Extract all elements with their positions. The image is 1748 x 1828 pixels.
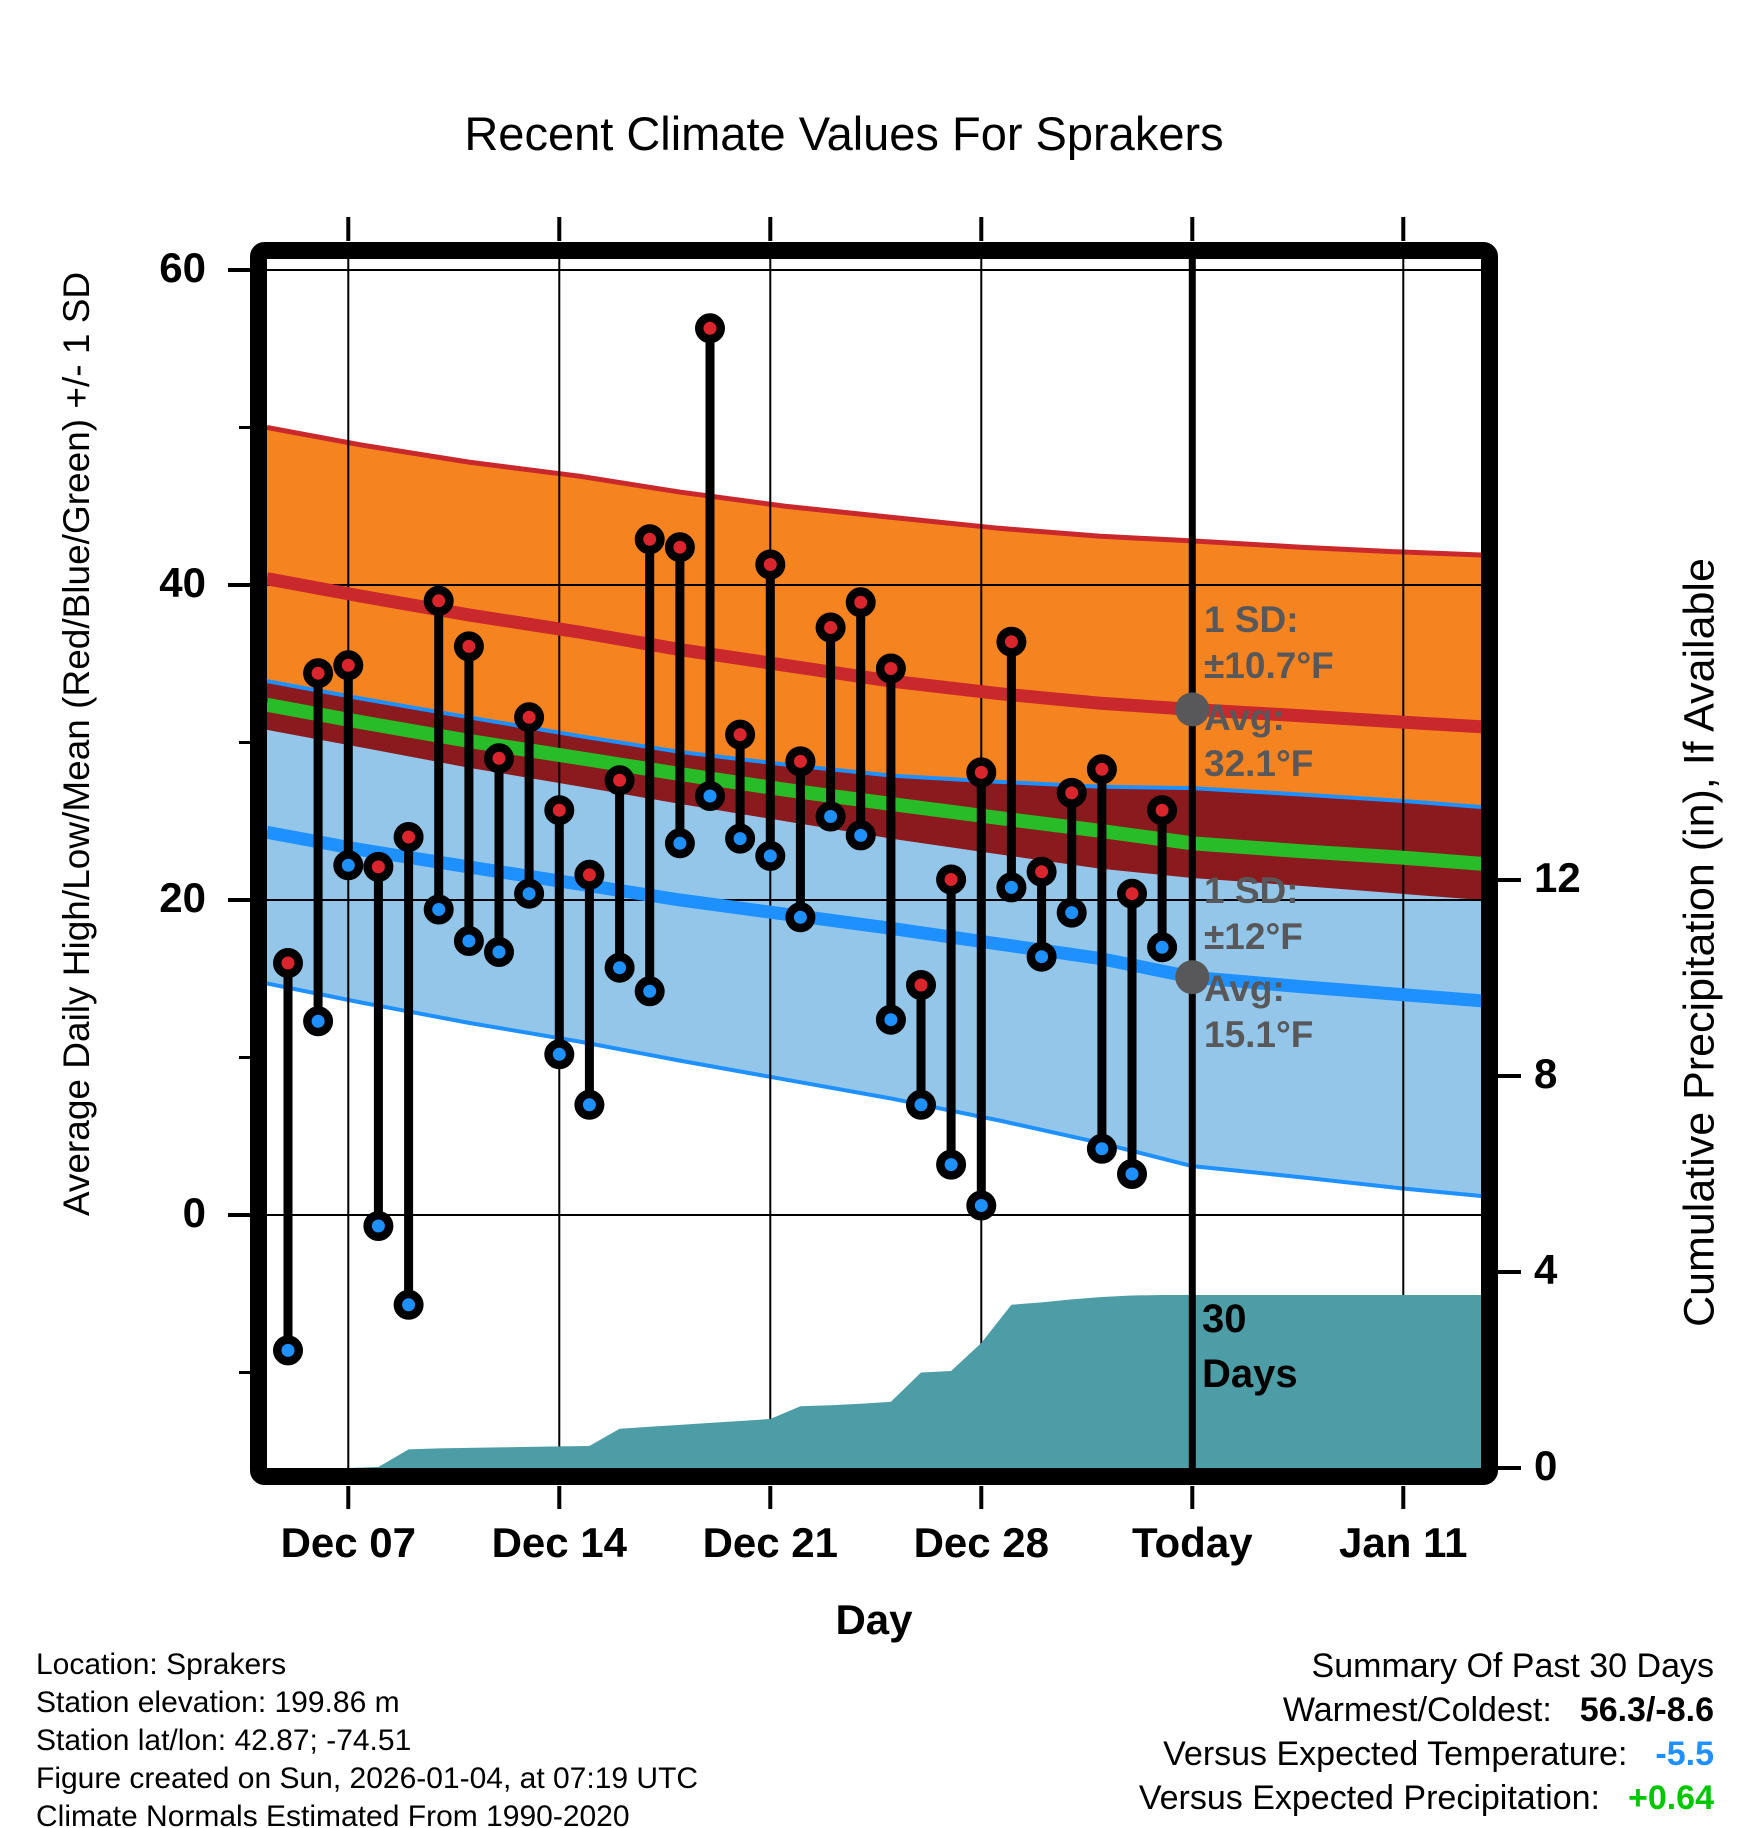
summary-row-value: 56.3/-8.6 [1579, 1691, 1714, 1729]
daily-low-dot [368, 1215, 390, 1237]
daily-low-dot [1001, 877, 1023, 899]
precip-tick-label: 4 [1534, 1246, 1558, 1293]
daily-low-dot [639, 981, 661, 1003]
thirty-days-line2: Days [1202, 1352, 1298, 1396]
daily-low-dot [1091, 1138, 1113, 1160]
daily-low-dot [307, 1011, 329, 1033]
daily-high-dot [971, 762, 993, 784]
low-sd-annotation-value: ±12°F [1204, 916, 1303, 957]
station-info-line: Location: Sprakers [36, 1648, 287, 1681]
daily-low-dot [458, 930, 480, 952]
station-info-line: Station lat/lon: 42.87; -74.51 [36, 1724, 412, 1757]
summary-row-label: Versus Expected Temperature: [1163, 1735, 1628, 1773]
daily-low-dot [1031, 946, 1053, 968]
thirty-days-line1: 30 [1202, 1297, 1247, 1341]
summary-row [1139, 1732, 1714, 1776]
daily-high-dot [1151, 799, 1173, 821]
temp-tick-label: 20 [159, 874, 206, 921]
daily-low-dot [669, 833, 691, 855]
daily-high-dot [1091, 759, 1113, 781]
daily-low-dot [850, 825, 872, 847]
daily-high-dot [458, 636, 480, 658]
daily-high-dot [428, 590, 450, 612]
daily-low-dot [699, 785, 721, 807]
low-avg-annotation-value: 15.1°F [1204, 1014, 1314, 1055]
summary-row-value: -5.5 [1655, 1735, 1714, 1773]
precip-tick-label: 0 [1534, 1442, 1558, 1489]
daily-low-dot [488, 941, 510, 963]
summary-row-label: Warmest/Coldest: [1282, 1691, 1552, 1729]
day-tick-label: Dec 14 [491, 1519, 627, 1566]
daily-high-dot [609, 770, 631, 792]
daily-high-dot [880, 658, 902, 680]
daily-high-dot [1061, 782, 1083, 804]
daily-high-dot [549, 799, 571, 821]
station-info-block [36, 1646, 698, 1828]
high-avg-annotation-label: Avg: [1204, 697, 1285, 738]
precip-tick-label: 12 [1534, 854, 1581, 901]
daily-low-dot [579, 1094, 601, 1116]
summary-title: Summary Of Past 30 Days [1311, 1647, 1714, 1685]
daily-low-dot [790, 907, 812, 929]
daily-high-dot [518, 707, 540, 729]
precip-tick-label: 8 [1534, 1050, 1558, 1097]
daily-high-dot [940, 869, 962, 891]
cumulative-precip-area [267, 1295, 1481, 1468]
daily-low-dot [277, 1340, 299, 1362]
day-tick-label: Dec 28 [913, 1519, 1049, 1566]
temp-tick-label: 60 [159, 244, 206, 291]
left-axis-label: Average Daily High/Low/Mean (Red/Blue/Green) +/- 1 SD [56, 271, 97, 1217]
daily-low-dot [398, 1294, 420, 1316]
daily-high-dot [338, 655, 360, 677]
summary-row [1139, 1776, 1714, 1820]
daily-high-dot [488, 748, 510, 770]
daily-high-dot [850, 592, 872, 614]
daily-high-dot [820, 617, 842, 639]
summary-row [1139, 1688, 1714, 1732]
right-axis-label: Cumulative Precipitation (in), If Available [1675, 558, 1724, 1327]
high-sd-annotation-label: 1 SD: [1204, 599, 1299, 640]
daily-low-dot [880, 1009, 902, 1030]
low-sd-annotation-label: 1 SD: [1204, 870, 1299, 911]
daily-low-dot [910, 1094, 932, 1116]
day-tick-label: Dec 07 [280, 1519, 416, 1566]
daily-low-dot [760, 845, 782, 867]
daily-high-dot [639, 529, 661, 551]
daily-high-dot [368, 856, 390, 878]
daily-high-dot [760, 554, 782, 576]
daily-high-dot [699, 318, 721, 340]
high-avg-annotation-value: 32.1°F [1204, 743, 1314, 784]
daily-high-dot [790, 751, 812, 773]
daily-high-dot [579, 864, 601, 886]
daily-high-dot [1031, 861, 1053, 883]
daily-low-dot [729, 828, 751, 850]
daily-high-dot [729, 724, 751, 746]
station-info-line: Figure created on Sun, 2026-01-04, at 07:19 UTC [36, 1762, 699, 1795]
daily-high-dot [1001, 631, 1023, 653]
daily-low-dot [820, 806, 842, 828]
low-avg-annotation-label: Avg: [1204, 968, 1285, 1009]
temp-tick-label: 40 [159, 559, 206, 606]
daily-high-dot [398, 826, 420, 848]
station-info-line: Climate Normals Estimated From 1990-2020 [36, 1800, 630, 1828]
chart-title: Recent Climate Values For Sprakers [464, 107, 1224, 160]
daily-low-dot [338, 855, 360, 877]
day-tick-label: Today [1131, 1519, 1253, 1566]
daily-high-dot [277, 952, 299, 974]
daily-low-dot [1151, 937, 1173, 959]
thirty-days-marker-label [1202, 1292, 1298, 1402]
summary-row-value: +0.64 [1627, 1779, 1714, 1817]
temp-tick-label: 0 [182, 1189, 206, 1236]
daily-low-dot [428, 899, 450, 921]
day-tick-label: Dec 21 [702, 1519, 838, 1566]
high-sd-annotation-value: ±10.7°F [1204, 645, 1334, 686]
daily-low-dot [940, 1154, 962, 1176]
station-info-line: Station elevation: 199.86 m [36, 1686, 400, 1719]
daily-low-dot [518, 883, 540, 905]
daily-low-dot [1121, 1163, 1143, 1185]
daily-high-dot [1121, 883, 1143, 905]
daily-high-dot [910, 974, 932, 996]
daily-low-dot [971, 1195, 993, 1217]
daily-high-dot [669, 536, 691, 558]
daily-low-dot [609, 957, 631, 979]
x-axis-label: Day [835, 1596, 913, 1643]
summary-block [1139, 1644, 1714, 1820]
daily-low-dot [1061, 902, 1083, 924]
summary-row-label: Versus Expected Precipitation: [1138, 1779, 1600, 1817]
daily-low-dot [549, 1044, 571, 1066]
daily-high-dot [307, 662, 329, 684]
day-tick-label: Jan 11 [1339, 1519, 1468, 1566]
